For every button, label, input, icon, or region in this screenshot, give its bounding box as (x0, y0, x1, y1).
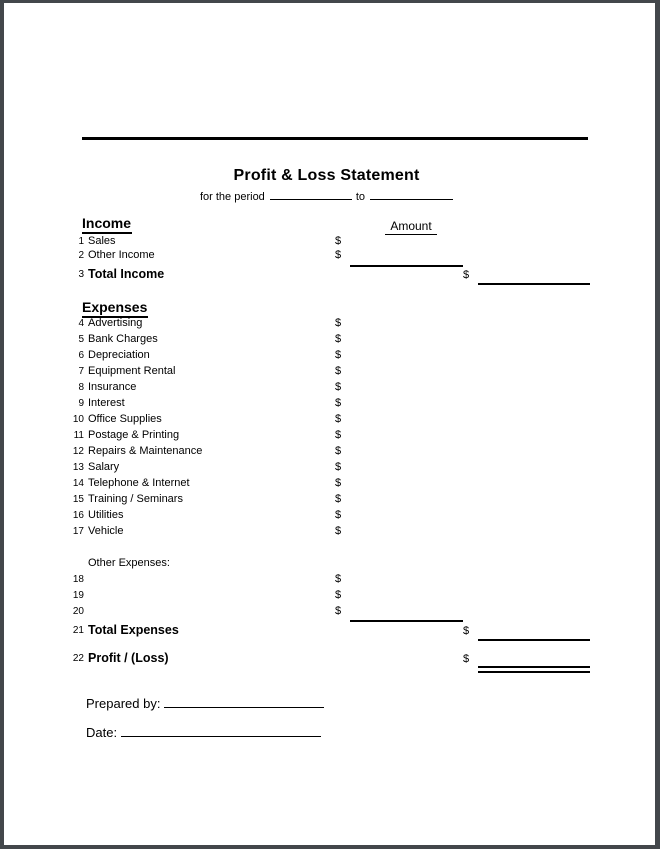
row-number: 9 (78, 398, 84, 409)
currency-symbol: $ (463, 625, 470, 637)
other-expense-row-19 (4, 589, 655, 602)
total-expenses-row (4, 623, 655, 637)
other-expense-row-20 (4, 605, 655, 618)
row-number: 2 (78, 250, 84, 261)
row-label: Sales (88, 235, 116, 247)
prepared-by-line (86, 695, 324, 711)
prepared-by-label: Prepared by: (86, 696, 161, 711)
expense-row-training-seminars (4, 493, 655, 506)
other-expense-row-18 (4, 573, 655, 586)
expense-row-telephone-internet (4, 477, 655, 490)
period-to-blank (370, 189, 453, 200)
row-number: 5 (78, 334, 84, 345)
currency-symbol: $ (335, 493, 342, 505)
currency-symbol: $ (335, 509, 342, 521)
document-page (4, 3, 655, 845)
row-number: 20 (72, 606, 84, 617)
expense-row-postage-printing (4, 429, 655, 442)
row-label: Utilities (88, 509, 124, 521)
row-number: 4 (78, 318, 84, 329)
profit-loss-row (4, 651, 655, 665)
row-number: 15 (72, 494, 84, 505)
row-number: 13 (72, 462, 84, 473)
total-income-rule (478, 283, 590, 285)
row-label: Salary (88, 461, 120, 473)
currency-symbol: $ (335, 381, 342, 393)
row-label: Other Income (88, 249, 155, 261)
row-label: Repairs & Maintenance (88, 445, 203, 457)
total-expenses-rule (478, 639, 590, 641)
currency-symbol: $ (335, 317, 342, 329)
currency-symbol: $ (335, 589, 342, 601)
row-number: 22 (72, 653, 84, 664)
prepared-by-blank (164, 695, 324, 708)
currency-symbol: $ (463, 269, 470, 281)
row-label: Total Expenses (88, 623, 179, 637)
amount-column-header: Amount (385, 219, 437, 235)
expense-row-equipment-rental (4, 365, 655, 378)
date-line (86, 724, 321, 740)
currency-symbol: $ (335, 605, 342, 617)
period-line (4, 189, 649, 203)
row-label: Office Supplies (88, 413, 162, 425)
currency-symbol: $ (335, 349, 342, 361)
row-number: 7 (78, 366, 84, 377)
currency-symbol: $ (335, 413, 342, 425)
expense-row-interest (4, 397, 655, 410)
currency-symbol: $ (335, 365, 342, 377)
expenses-subtotal-rule (350, 620, 463, 622)
expense-row-vehicle (4, 525, 655, 538)
date-blank (121, 724, 321, 737)
income-row-other-income (4, 249, 655, 262)
row-label: Profit / (Loss) (88, 651, 169, 665)
currency-symbol: $ (335, 461, 342, 473)
expense-row-advertising (4, 317, 655, 330)
income-row-sales (4, 235, 655, 248)
row-label: Depreciation (88, 349, 150, 361)
total-income-row (4, 267, 655, 281)
row-number: 6 (78, 350, 84, 361)
currency-symbol: $ (463, 653, 470, 665)
row-number: 12 (72, 446, 84, 457)
row-number: 8 (78, 382, 84, 393)
page-title: Profit & Loss Statement (233, 167, 420, 184)
currency-symbol: $ (335, 445, 342, 457)
currency-symbol: $ (335, 249, 342, 261)
currency-symbol: $ (335, 235, 342, 247)
row-number: 10 (72, 414, 84, 425)
row-number: 18 (72, 574, 84, 585)
currency-symbol: $ (335, 397, 342, 409)
row-number: 3 (78, 269, 84, 280)
currency-symbol: $ (335, 477, 342, 489)
expense-row-utilities (4, 509, 655, 522)
profit-loss-double-rule-bottom (478, 671, 590, 673)
row-label: Bank Charges (88, 333, 158, 345)
row-label: Interest (88, 397, 125, 409)
header-rule (82, 137, 588, 140)
expense-row-bank-charges (4, 333, 655, 346)
profit-loss-double-rule-top (478, 666, 590, 668)
expense-row-repairs-maintenance (4, 445, 655, 458)
expenses-section-heading: Expenses (82, 300, 148, 318)
row-label: Training / Seminars (88, 493, 183, 505)
row-number: 19 (72, 590, 84, 601)
row-label: Equipment Rental (88, 365, 176, 377)
row-number: 11 (73, 430, 84, 441)
period-connector-label: to (355, 191, 365, 203)
row-number: 1 (78, 236, 84, 247)
row-number: 14 (72, 478, 84, 489)
period-from-blank (270, 189, 352, 200)
period-prefix-label: for the period (199, 191, 265, 203)
row-label: Total Income (88, 267, 165, 281)
expense-row-insurance (4, 381, 655, 394)
currency-symbol: $ (335, 525, 342, 537)
expense-row-salary (4, 461, 655, 474)
other-expenses-label: Other Expenses: (88, 557, 170, 569)
row-label: Telephone & Internet (88, 477, 190, 489)
expense-row-office-supplies (4, 413, 655, 426)
expense-row-depreciation (4, 349, 655, 362)
row-label: Insurance (88, 381, 137, 393)
income-section-heading: Income (82, 216, 132, 234)
row-label: Vehicle (88, 525, 124, 537)
row-label: Advertising (88, 317, 143, 329)
row-number: 16 (72, 510, 84, 521)
row-number: 17 (72, 526, 84, 537)
row-number: 21 (72, 625, 84, 636)
currency-symbol: $ (335, 429, 342, 441)
row-label: Postage & Printing (88, 429, 180, 441)
date-label: Date: (86, 725, 118, 740)
currency-symbol: $ (335, 333, 342, 345)
currency-symbol: $ (335, 573, 342, 585)
